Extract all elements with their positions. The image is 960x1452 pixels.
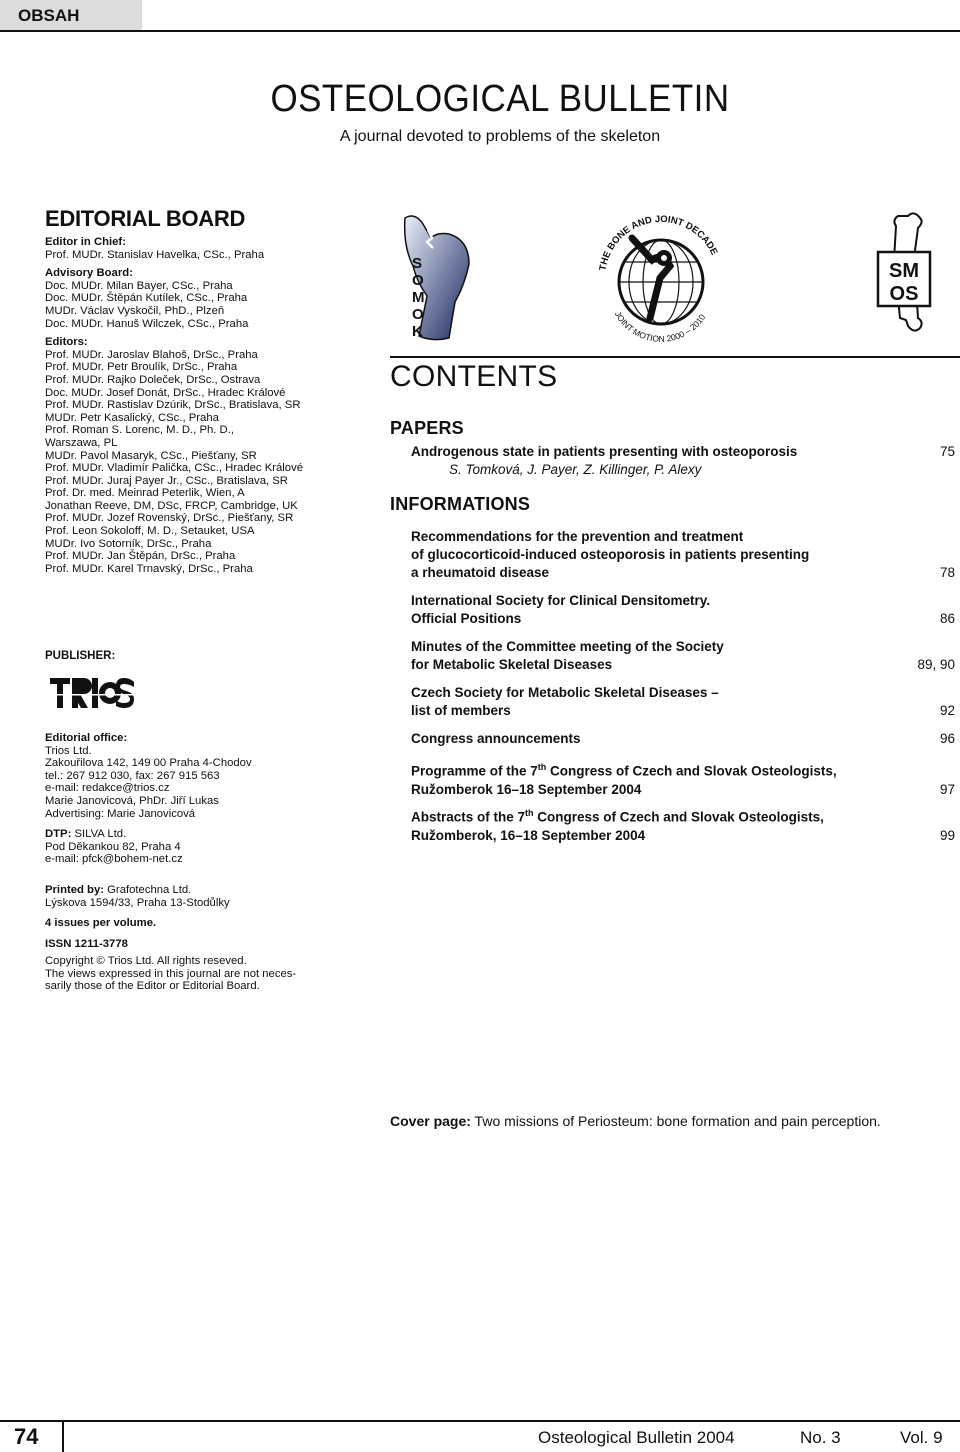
toc-entry-authors: S. Tomková, J. Payer, Z. Killinger, P. Alexy bbox=[449, 462, 702, 477]
editors-label: Editors: bbox=[45, 336, 88, 349]
printed-line bbox=[45, 884, 345, 897]
bone-joint-decade-logo bbox=[597, 214, 719, 344]
toc-entry-title: Androgenous state in patients presenting with osteoporosis bbox=[411, 444, 798, 459]
toc-entry-page: 97 bbox=[939, 781, 955, 797]
advisory-member: Doc. MUDr. Hanuš Wilczek, CSc., Praha bbox=[45, 317, 249, 330]
header-rule bbox=[0, 30, 960, 32]
toc-entry-page: 99 bbox=[939, 827, 955, 843]
toc-entry-text: Congress of Czech and Slovak Osteologists, bbox=[546, 763, 837, 779]
editor-member: MUDr. Pavol Masaryk, CSc., Piešťany, SR bbox=[45, 449, 257, 462]
dtp-name: SILVA Ltd. bbox=[71, 828, 127, 841]
editorial-board bbox=[45, 206, 345, 575]
papers-heading: PAPERS bbox=[390, 418, 464, 438]
editor-member: Prof. MUDr. Jozef Rovenský, DrSc., Piešťany, SR bbox=[45, 512, 294, 525]
toc-entry-line: list of members bbox=[411, 703, 511, 718]
printed-label: Printed by: bbox=[45, 883, 104, 896]
toc-entry bbox=[411, 592, 955, 628]
footer-issue: No. 3 bbox=[800, 1428, 841, 1447]
cover-note bbox=[390, 1113, 881, 1129]
decade-ring-top: THE BONE AND JOINT DECADE bbox=[597, 213, 720, 272]
toc-entry-page: 78 bbox=[939, 565, 955, 580]
footer-journal: Osteological Bulletin 2004 bbox=[538, 1428, 735, 1447]
toc-entry-page: 86 bbox=[939, 611, 955, 626]
toc-entry-text: Programme of the 7 bbox=[411, 763, 538, 779]
toc-entry-text: Abstracts of the 7 bbox=[411, 809, 526, 825]
toc-entry-text: Congress of Czech and Slovak Osteologists, bbox=[533, 809, 824, 825]
editor-member: Prof. Roman S. Lorenc, M. D., Ph. D., bbox=[45, 424, 234, 437]
toc-entry-line: a rheumatoid disease bbox=[411, 565, 550, 580]
editorial-office bbox=[45, 732, 345, 950]
toc-entry bbox=[411, 638, 955, 674]
office-line: Zakouřilova 142, 149 00 Praha 4-Chodov bbox=[45, 757, 252, 770]
office-line: tel.: 267 912 030, fax: 267 915 563 bbox=[45, 769, 220, 782]
cover-text: Two missions of Periosteum: bone formation and pain perception. bbox=[470, 1113, 881, 1129]
cover-label: Cover page: bbox=[390, 1113, 471, 1129]
publisher-label: PUBLISHER: bbox=[45, 650, 116, 662]
editors-list bbox=[45, 349, 345, 576]
editor-member: Warszawa, PL bbox=[45, 436, 118, 449]
editor-member: Prof. Leon Sokoloff, M. D., Setauket, USA bbox=[45, 525, 255, 538]
footer-divider bbox=[62, 1420, 64, 1452]
section-tag bbox=[0, 0, 142, 30]
editor-member: Prof. MUDr. Rastislav Dzúrik, DrSc., Bratislava, SR bbox=[45, 399, 301, 412]
editor-member: Prof. MUDr. Vladimír Palička, CSc., Hradec Králové bbox=[45, 462, 304, 475]
toc-entry-line bbox=[411, 758, 955, 781]
copyright-line: Copyright © Trios Ltd. All rights reseved. bbox=[45, 955, 247, 967]
issues-per-volume: 4 issues per volume. bbox=[45, 917, 157, 930]
toc-entry-line: Recommendations for the prevention and treatment bbox=[411, 529, 744, 544]
copyright-line: sarily those of the Editor or Editorial Board. bbox=[45, 980, 260, 993]
toc-entry-line: Minutes of the Committee meeting of the Society bbox=[411, 639, 724, 654]
society-logos bbox=[400, 208, 960, 358]
toc-entry bbox=[411, 804, 955, 845]
somok-letter: M bbox=[412, 289, 425, 306]
editor-member: Prof. MUDr. Rajko Doleček, DrSc., Ostrava bbox=[45, 373, 261, 386]
editor-in-chief-label: Editor in Chief: bbox=[45, 236, 126, 248]
toc-entry-page: 75 bbox=[939, 444, 955, 459]
editor-member: Prof. MUDr. Petr Broulík, DrSc., Praha bbox=[45, 361, 238, 374]
editor-member: MUDr. Petr Kasalický, CSc., Praha bbox=[45, 411, 219, 424]
toc-entry-line: Ružomberok 16–18 September 2004 bbox=[411, 781, 642, 797]
contents-rule bbox=[390, 356, 960, 358]
informations-heading: INFORMATIONS bbox=[390, 494, 531, 514]
advisory-board-label: Advisory Board: bbox=[45, 267, 133, 280]
toc-entry bbox=[411, 443, 955, 479]
dtp-label: DTP: bbox=[45, 828, 72, 841]
footer-rule bbox=[0, 1420, 960, 1422]
decade-ring-bottom: JOINT MOTION 2000 – 2010 bbox=[612, 309, 708, 344]
editor-member: Prof. Dr. med. Meinrad Peterlik, Wien, A bbox=[45, 487, 245, 500]
editor-member: MUDr. Ivo Sotorník, DrSc., Praha bbox=[45, 537, 212, 550]
toc-entry-line: for Metabolic Skeletal Diseases bbox=[411, 657, 613, 672]
advisory-member: Doc. MUDr. Štěpán Kutílek, CSc., Praha bbox=[45, 292, 248, 305]
somok-letter: K bbox=[412, 323, 423, 340]
editor-member: Prof. MUDr. Jaroslav Blahoš, DrSc., Praha bbox=[45, 348, 258, 361]
toc-entry bbox=[411, 684, 955, 720]
editor-member: Prof. MUDr. Juraj Payer Jr., CSc., Bratislava, SR bbox=[45, 474, 288, 487]
office-line: Advertising: Marie Janovicová bbox=[45, 807, 196, 820]
journal-subtitle: A journal devoted to problems of the skeleton bbox=[339, 128, 661, 145]
toc-entry-line: International Society for Clinical Densitometry. bbox=[411, 593, 711, 608]
trios-logo bbox=[50, 676, 134, 715]
toc-entry-line: Official Positions bbox=[411, 611, 522, 626]
editor-member: Prof. MUDr. Karel Trnavský, DrSc., Praha bbox=[45, 562, 253, 575]
journal-title: OSTEOLOGICAL BULLETIN bbox=[270, 78, 730, 120]
toc-entry-sup: th bbox=[537, 762, 547, 772]
dtp-email: e-mail: pfck@bohem-net.cz bbox=[45, 853, 183, 866]
toc-entry-line: Ružomberok, 16–18 September 2004 bbox=[411, 827, 646, 843]
toc-entry-page: 89, 90 bbox=[917, 657, 955, 672]
toc-entry-page: 92 bbox=[939, 703, 955, 718]
contents-title: CONTENTS bbox=[390, 360, 558, 393]
toc-entry-page: 96 bbox=[939, 731, 955, 746]
issn: ISSN 1211-3778 bbox=[45, 937, 128, 950]
toc-entry-line: Czech Society for Metabolic Skeletal Diseases – bbox=[411, 685, 719, 700]
somok-logo bbox=[405, 216, 469, 340]
office-line: e-mail: redakce@trios.cz bbox=[45, 782, 170, 795]
advisory-member: Doc. MUDr. Milan Bayer, CSc., Praha bbox=[45, 279, 233, 292]
footer-volume: Vol. 9 bbox=[900, 1428, 943, 1447]
somok-letter: O bbox=[412, 272, 424, 289]
somok-letter: S bbox=[412, 255, 423, 272]
smos-top: SM bbox=[889, 260, 919, 282]
toc-entry-line: Congress announcements bbox=[411, 731, 581, 746]
toc-entry-line: of glucocorticoid-induced osteoporosis in patients presenting bbox=[411, 547, 810, 562]
editor-member: Prof. MUDr. Jan Štěpán, DrSc., Praha bbox=[45, 550, 236, 563]
somok-letter: O bbox=[412, 306, 424, 323]
editorial-office-label: Editorial office: bbox=[45, 732, 128, 744]
office-line: Marie Janovicová, PhDr. Jiří Lukas bbox=[45, 794, 219, 807]
advisory-board-list bbox=[45, 280, 345, 330]
printed-address: Lýskova 1594/33, Praha 13-Stodůlky bbox=[45, 896, 230, 909]
section-tag-label: OBSAH bbox=[18, 6, 80, 25]
dtp-address: Pod Děkankou 82, Praha 4 bbox=[45, 840, 181, 853]
advisory-member: MUDr. Václav Vyskočil, PhD., Plzeň bbox=[45, 304, 225, 317]
editor-member: Doc. MUDr. Josef Donát, DrSc., Hradec Králové bbox=[45, 386, 286, 399]
editor-in-chief: Prof. MUDr. Stanislav Havelka, CSc., Praha bbox=[45, 248, 265, 261]
office-line: Trios Ltd. bbox=[45, 744, 92, 757]
printed-name: Grafotechna Ltd. bbox=[104, 883, 192, 896]
toc-entry bbox=[411, 528, 955, 582]
editor-member: Jonathan Reeve, DM, DSc, FRCP, Cambridge, UK bbox=[45, 499, 298, 512]
toc-entry-sup: th bbox=[525, 808, 534, 818]
dtp-line bbox=[45, 828, 345, 841]
smos-bottom: OS bbox=[889, 283, 919, 305]
copyright-line: The views expressed in this journal are not neces- bbox=[45, 967, 297, 980]
toc-entry bbox=[411, 730, 955, 748]
editorial-board-heading: EDITORIAL BOARD bbox=[45, 206, 246, 231]
smos-logo bbox=[878, 213, 930, 330]
toc-entry-line bbox=[411, 804, 955, 827]
toc-entry bbox=[411, 758, 955, 799]
copyright-notice bbox=[45, 955, 345, 993]
page-number: 74 bbox=[14, 1424, 39, 1449]
